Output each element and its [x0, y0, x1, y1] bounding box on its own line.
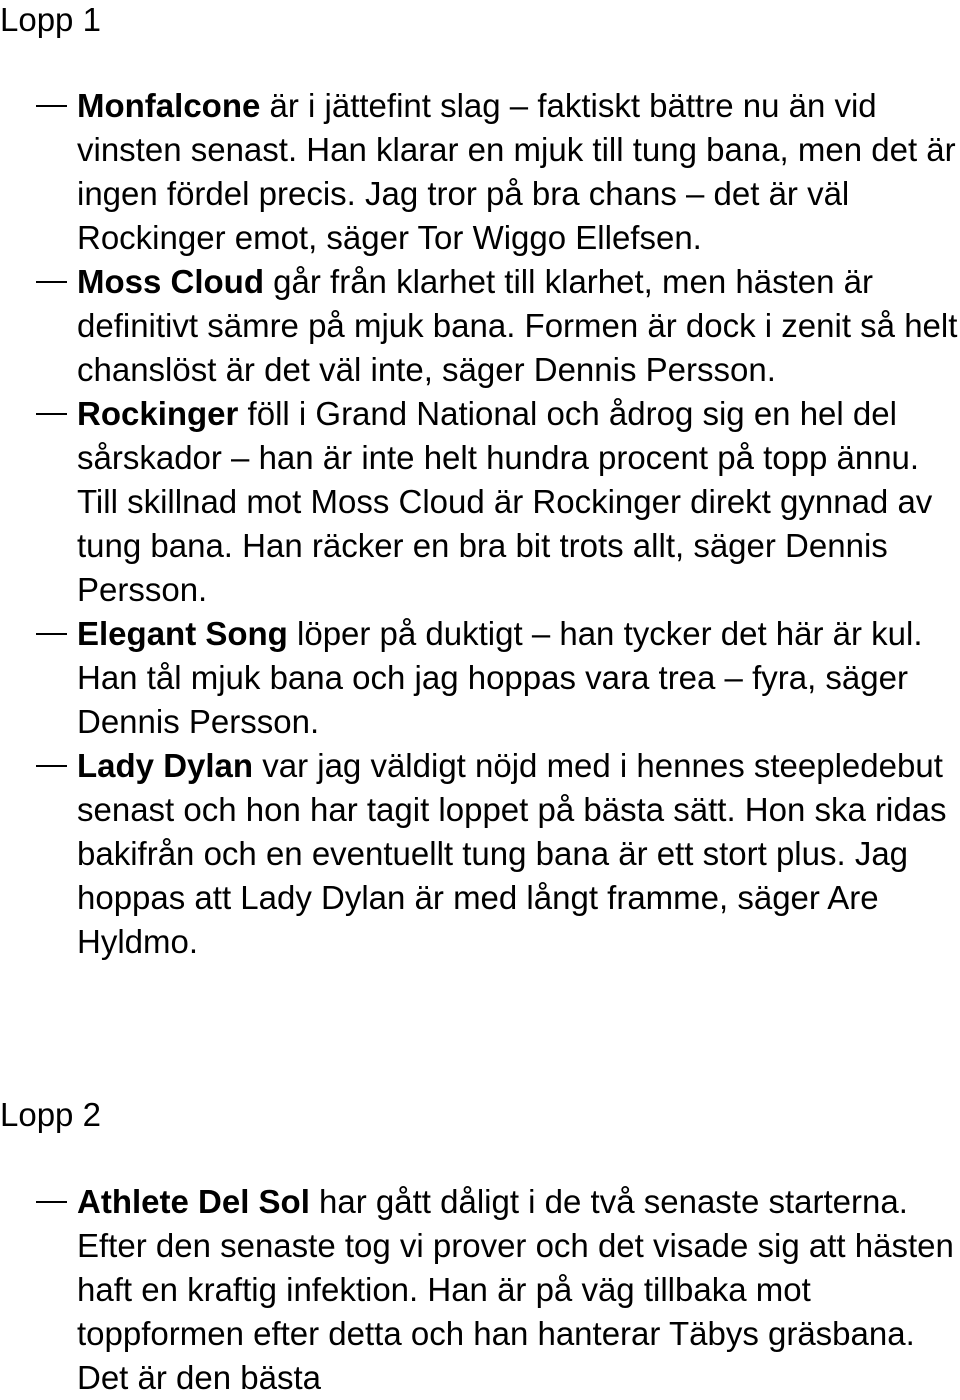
- horse-name: Moss Cloud: [77, 263, 264, 300]
- comment-list-lopp-2: [0, 1180, 960, 1400]
- list-item: [0, 392, 960, 612]
- comment-text: löper på duktigt – han tycker det här är kul. Han tål mjuk bana och jag hoppas vara trea – fyra, säger Dennis Persson.: [77, 615, 923, 740]
- dash-bullet-icon: [36, 105, 67, 107]
- horse-name: Athlete Del Sol: [77, 1183, 310, 1220]
- section-heading-lopp-1: Lopp 1: [0, 1, 101, 38]
- comment-text: är i jättefint slag – faktiskt bättre nu än vid vinsten senast. Han klarar en mjuk till tung bana, men det är ingen fördel precis. Jag tror på bra chans – det är väl Rockinger emot, säger Tor Wiggo Ellefsen.: [77, 87, 956, 256]
- dash-bullet-icon: [36, 1201, 67, 1203]
- list-item: [0, 260, 960, 392]
- horse-name: Rockinger: [77, 395, 239, 432]
- list-item: [0, 744, 960, 964]
- horse-name: Monfalcone: [77, 87, 261, 124]
- horse-name: Elegant Song: [77, 615, 288, 652]
- list-item: [0, 612, 960, 744]
- comment-text: föll i Grand National och ådrog sig en hel del sårskador – han är inte helt hundra procent på topp ännu. Till skillnad mot Moss Cloud är Rockinger direkt gynnad av tung bana. Han räcker en bra bit trots allt, säger Dennis Persson.: [77, 395, 933, 608]
- dash-bullet-icon: [36, 765, 67, 767]
- dash-bullet-icon: [36, 413, 67, 415]
- section-heading-lopp-2: Lopp 2: [0, 1096, 101, 1133]
- dash-bullet-icon: [36, 281, 67, 283]
- comment-list-lopp-1: [0, 84, 960, 964]
- list-item: [0, 1180, 960, 1400]
- comment-text: har gått dåligt i de två senaste starterna. Efter den senaste tog vi prover och det visade sig att hästen haft en kraftig infektion. Han är på väg tillbaka mot toppformen efter detta och han hanterar Täbys gräsbana. Det är den bästa: [77, 1183, 954, 1396]
- horse-name: Lady Dylan: [77, 747, 254, 784]
- dash-bullet-icon: [36, 633, 67, 635]
- comment-text: var jag väldigt nöjd med i hennes steepledebut senast och hon har tagit loppet på bästa sätt. Hon ska ridas bakifrån och en eventuellt tung bana är ett stort plus. Jag hoppas att Lady Dylan är med långt framme, säger Are Hyldmo.: [77, 747, 947, 960]
- list-item: [0, 84, 960, 260]
- comment-text: går från klarhet till klarhet, men hästen är definitivt sämre på mjuk bana. Formen är dock i zenit så helt chanslöst är det väl inte, säger Dennis Persson.: [77, 263, 958, 388]
